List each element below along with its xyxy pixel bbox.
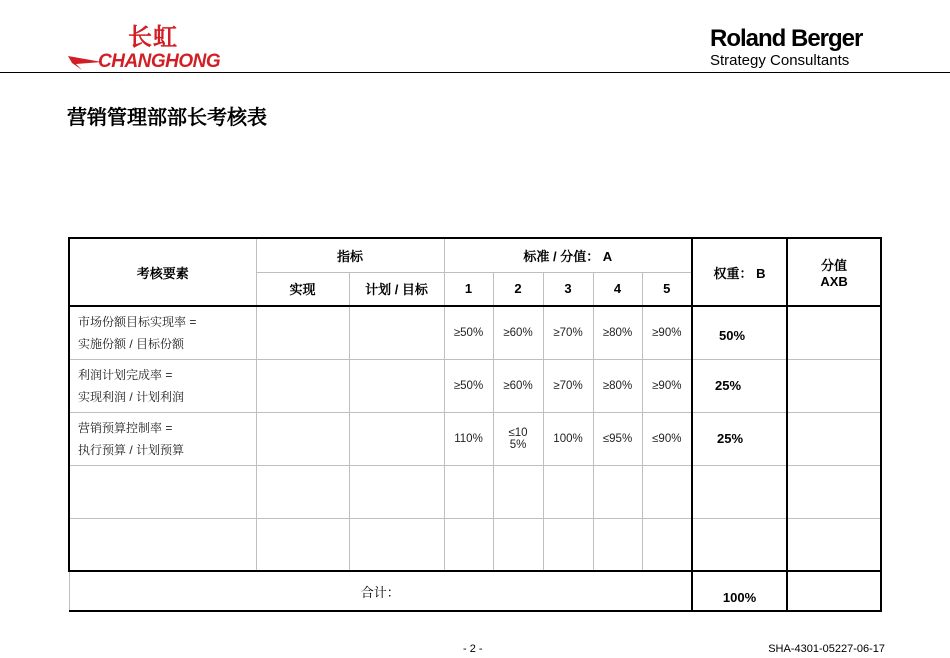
standard-cell [493, 518, 543, 571]
weight-cell: 25% [692, 359, 787, 412]
table-row [69, 518, 881, 571]
page-number: - 2 - [463, 643, 483, 655]
header-divider [0, 72, 950, 73]
consultant-name: Roland Berger [710, 25, 863, 52]
table-row [69, 306, 881, 359]
standard-cell: ≥60% [493, 359, 543, 412]
header-standard: 标准 / 分值： A [444, 238, 692, 272]
header-plan: 计划 / 目标 [349, 272, 444, 306]
criteria-line: 实施份额 / 目标份额 [78, 336, 185, 351]
standard-cell [593, 465, 642, 518]
table-row [69, 465, 881, 518]
changhong-logo [68, 24, 238, 74]
standard-cell [543, 465, 593, 518]
brand-en: CHANGHONG [98, 51, 221, 72]
score-level-5: 5 [642, 272, 692, 306]
page-title: 营销管理部部长考核表 [67, 105, 267, 129]
actual-cell [256, 412, 349, 465]
document-code: SHA-4301-05227-06-17 [768, 643, 885, 655]
criteria-line: 实现利润 / 计划利润 [78, 389, 185, 404]
consultant-sub: Strategy Consultants [710, 52, 850, 69]
score-level-3: 3 [543, 272, 593, 306]
table-row [69, 412, 881, 465]
score-level-1: 1 [444, 272, 493, 306]
criteria-line: 执行预算 / 计划预算 [78, 442, 185, 457]
criteria-cell [69, 412, 256, 465]
brand-cn: 长虹 [128, 23, 178, 51]
header-weight: 权重： B [692, 238, 787, 306]
score-cell [787, 359, 881, 412]
standard-cell: ≤105% [493, 412, 543, 465]
standard-cell: 100% [543, 412, 593, 465]
total-weight: 100% [692, 571, 787, 611]
standard-cell [642, 518, 692, 571]
standard-cell: ≥50% [444, 306, 493, 359]
standard-cell: ≥80% [593, 359, 642, 412]
total-label: 合计： [69, 571, 692, 611]
score-cell [787, 306, 881, 359]
standard-cell [444, 518, 493, 571]
standard-cell: ≥50% [444, 359, 493, 412]
standard-cell [493, 465, 543, 518]
standard-cell: ≤90% [642, 412, 692, 465]
plan-cell [349, 518, 444, 571]
roland-berger-logo [710, 26, 870, 70]
criteria-cell [69, 518, 256, 571]
plan-cell [349, 412, 444, 465]
standard-cell: ≥70% [543, 359, 593, 412]
criteria-line: 营销预算控制率 = [78, 420, 173, 435]
actual-cell [256, 359, 349, 412]
criteria-line: 利润计划完成率 = [78, 367, 173, 382]
score-cell [787, 518, 881, 571]
standard-cell: ≥90% [642, 306, 692, 359]
actual-cell [256, 306, 349, 359]
standard-cell: ≤95% [593, 412, 642, 465]
table-row [69, 359, 881, 412]
criteria-cell [69, 359, 256, 412]
standard-cell: ≥80% [593, 306, 642, 359]
assessment-table [68, 237, 880, 612]
score-cell [787, 412, 881, 465]
standard-cell [543, 518, 593, 571]
weight-cell: 25% [692, 412, 787, 465]
standard-cell: ≥90% [642, 359, 692, 412]
score-level-4: 4 [593, 272, 642, 306]
plan-cell [349, 465, 444, 518]
header-actual: 实现 [256, 272, 349, 306]
total-score [787, 571, 881, 611]
plan-cell [349, 306, 444, 359]
criteria-cell [69, 306, 256, 359]
actual-cell [256, 465, 349, 518]
standard-cell: ≥70% [543, 306, 593, 359]
standard-cell [642, 465, 692, 518]
header-score [787, 238, 881, 306]
standard-cell [444, 465, 493, 518]
standard-cell: 110% [444, 412, 493, 465]
plan-cell [349, 359, 444, 412]
standard-cell: ≥60% [493, 306, 543, 359]
weight-cell: 50% [692, 306, 787, 359]
header-criteria: 考核要素 [69, 238, 256, 306]
header-score-line1: 分值 [821, 258, 848, 273]
weight-cell [692, 518, 787, 571]
bird-icon [68, 52, 102, 70]
criteria-cell [69, 465, 256, 518]
header-indicator: 指标 [256, 238, 444, 272]
actual-cell [256, 518, 349, 571]
standard-cell [593, 518, 642, 571]
weight-cell [692, 465, 787, 518]
criteria-line: 市场份额目标实现率 = [78, 314, 197, 329]
score-level-2: 2 [493, 272, 543, 306]
score-cell [787, 465, 881, 518]
header-score-line2: AXB [820, 274, 848, 289]
total-row [69, 571, 881, 611]
